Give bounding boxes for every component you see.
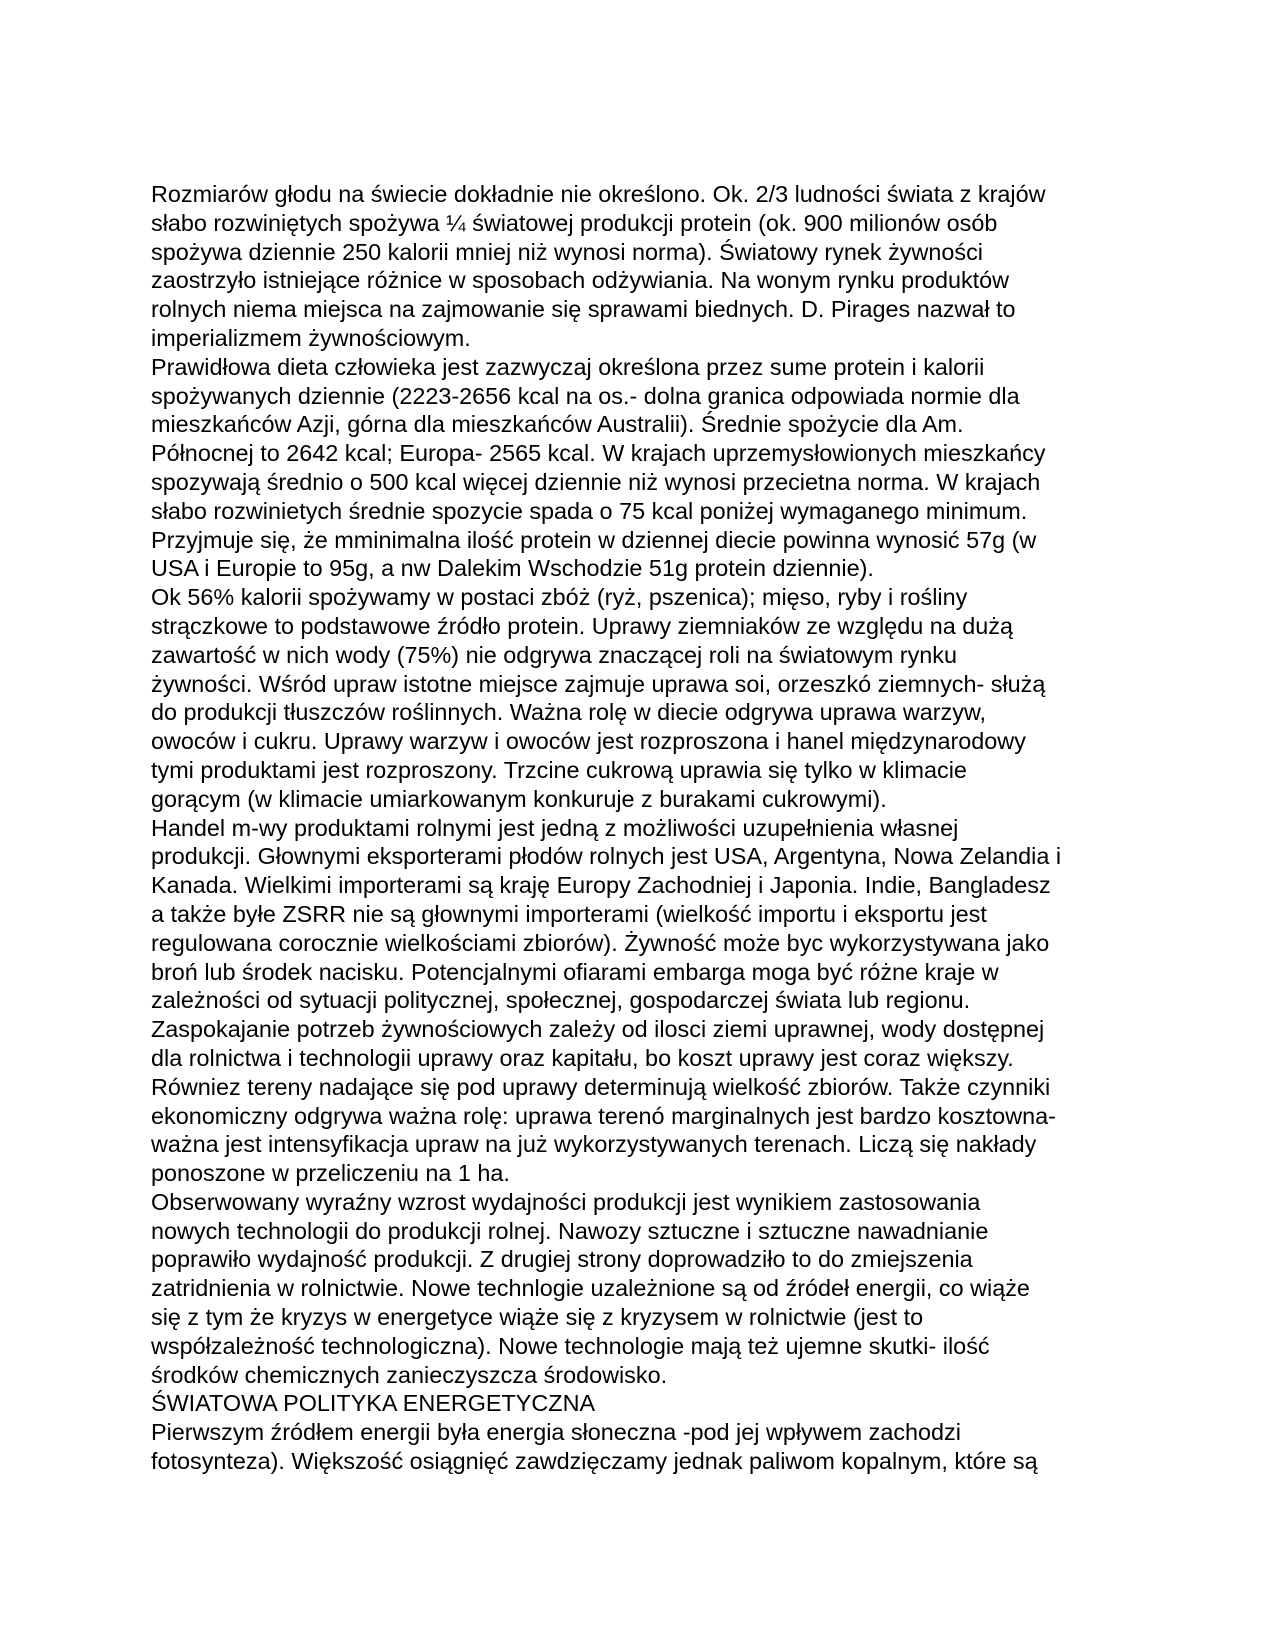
text-line-34: ważna jest intensyfikacja upraw na już wykorzystywanych terenach. Liczą się nakłady [151, 1131, 1037, 1158]
text-line-31: dla rolnictwa i technologii uprawy oraz kapitału, bo koszt uprawy jest coraz większy. [151, 1044, 1014, 1071]
body-text [151, 180, 1141, 1476]
text-line-33: ekonomiczny odgrywa ważna rolę: uprawa terenó marginalnych jest bardzo kosztowna- [151, 1102, 1056, 1129]
text-line-38: poprawiło wydajność produkcji. Z drugiej strony doprowadziło to do zmiejszenia [151, 1246, 973, 1273]
text-line-27: regulowana corocznie wielkościami zbiorów). Żywność może byc wykorzystywana jako [151, 929, 1050, 956]
text-line-6: imperializmem żywnościowym. [151, 324, 471, 351]
text-line-32: Równiez tereny nadające się pod uprawy determinują wielkość zbiorów. Także czynniki [151, 1073, 1051, 1100]
text-line-7: Prawidłowa dieta człowieka jest zazwyczaj określona przez sume protein i kalorii [151, 353, 985, 380]
text-line-39: zatridnienia w rolnictwie. Nowe technlogie uzależnione są od źródeł energii, co wiąże [151, 1275, 1030, 1302]
text-line-2: słabo rozwiniętych spożywa ¼ światowej produkcji protein (ok. 900 milionów osób [151, 209, 998, 236]
text-line-40: się z tym że kryzys w energetyce wiąże się z kryzysem w rolnictwie (jest to [151, 1304, 924, 1331]
text-line-8: spożywanych dziennie (2223-2656 kcal na os.- dolna granica odpowiada normie dla [151, 382, 1020, 409]
text-line-18: żywności. Wśród upraw istotne miejsce zajmuje uprawa soi, orzeszkó ziemnych- służą [151, 670, 1046, 697]
text-line-20: owoców i cukru. Uprawy warzyw i owoców jest rozproszona i hanel międzynarodowy [151, 728, 1026, 755]
text-line-1: Rozmiarów głodu na świecie dokładnie nie określono. Ok. 2/3 ludności świata z krajów [151, 181, 1046, 207]
text-line-41: współzależność technologiczna). Nowe technologie mają też ujemne skutki- ilość [151, 1332, 990, 1359]
text-line-29: zależności od sytuacji politycznej, społecznej, gospodarczej świata lub regionu. [151, 987, 971, 1014]
text-line-22: gorącym (w klimacie umiarkowanym konkuruje z burakami cukrowymi). [151, 785, 887, 812]
text-line-44: Pierwszym źródłem energii była energia słoneczna -pod jej wpływem zachodzi [151, 1419, 961, 1446]
text-line-45: fotosynteza). Większość osiągnięć zawdzięczamy jednak paliwom kopalnym, które są [151, 1448, 1038, 1475]
text-line-3: spożywa dziennie 250 kalorii mniej niż wynosi norma). Światowy rynek żywności [151, 238, 984, 265]
text-line-11: spozywają średnio o 500 kcal więcej dziennie niż wynosi przecietna norma. W krajach [151, 468, 1041, 495]
text-line-37: nowych technologii do produkcji rolnej. Nawozy sztuczne i sztuczne nawadnianie [151, 1217, 989, 1244]
text-line-23: Handel m-wy produktami rolnymi jest jedną z możliwości uzupełnienia własnej [151, 814, 959, 841]
text-line-15: Ok 56% kalorii spożywamy w postaci zbóż (ryż, pszenica); mięso, ryby i rośliny [151, 584, 968, 611]
text-line-42: środków chemicznych zanieczyszcza środowisko. [151, 1361, 668, 1388]
text-line-5: rolnych niema miejsca na zajmowanie się sprawami biednych. D. Pirages nazwał to [151, 296, 1016, 323]
text-line-16: strączkowe to podstawowe źródło protein. Uprawy ziemniaków ze względu na dużą [151, 612, 1013, 639]
text-line-10: Północnej to 2642 kcal; Europa- 2565 kcal. W krajach uprzemysłowionych mieszkańcy [151, 440, 1046, 467]
text-line-17: zawartość w nich wody (75%) nie odgrywa znaczącej roli na światowym rynku [151, 641, 957, 668]
text-line-28: broń lub środek nacisku. Potencjalnymi ofiarami embarga moga być różne kraje w [151, 958, 999, 985]
text-line-12: słabo rozwinietych średnie spozycie spada o 75 kcal poniżej wymaganego minimum. [151, 497, 1028, 524]
text-line-13: Przyjmuje się, że mminimalna ilość protein w dziennej diecie powinna wynosić 57g (w [151, 526, 1037, 553]
text-line-14: USA i Europie to 95g, a nw Dalekim Wschodzie 51g protein dziennie). [151, 555, 874, 582]
text-line-9: mieszkańców Azji, górna dla mieszkańców Australii). Średnie spożycie dla Am. [151, 411, 964, 438]
text-line-35: ponoszone w przeliczeniu na 1 ha. [151, 1160, 510, 1187]
text-line-21: tymi produktami jest rozproszony. Trzcine cukrową uprawia się tylko w klimacie [151, 756, 967, 783]
text-line-19: do produkcji tłuszczów roślinnych. Ważna rolę w diecie odgrywa uprawa warzyw, [151, 699, 987, 726]
text-line-30: Zaspokajanie potrzeb żywnościowych zależy od ilosci ziemi uprawnej, wody dostępnej [151, 1016, 1045, 1043]
text-line-4: zaostrzyło istniejące różnice w sposobach odżywiania. Na wonym rynku produktów [151, 267, 1010, 294]
section-heading: ŚWIATOWA POLITYKA ENERGETYCZNA [151, 1390, 596, 1417]
text-line-24: produkcji. Głownymi eksporterami płodów rolnych jest USA, Argentyna, Nowa Zelandia i [151, 843, 1062, 870]
text-line-25: Kanada. Wielkimi importerami są kraję Europy Zachodniej i Japonia. Indie, Bangladesz [151, 872, 1051, 899]
text-line-36: Obserwowany wyraźny wzrost wydajności produkcji jest wynikiem zastosowania [151, 1188, 981, 1215]
text-line-26: a także byłe ZSRR nie są głownymi importerami (wielkość importu i eksportu jest [151, 900, 987, 927]
